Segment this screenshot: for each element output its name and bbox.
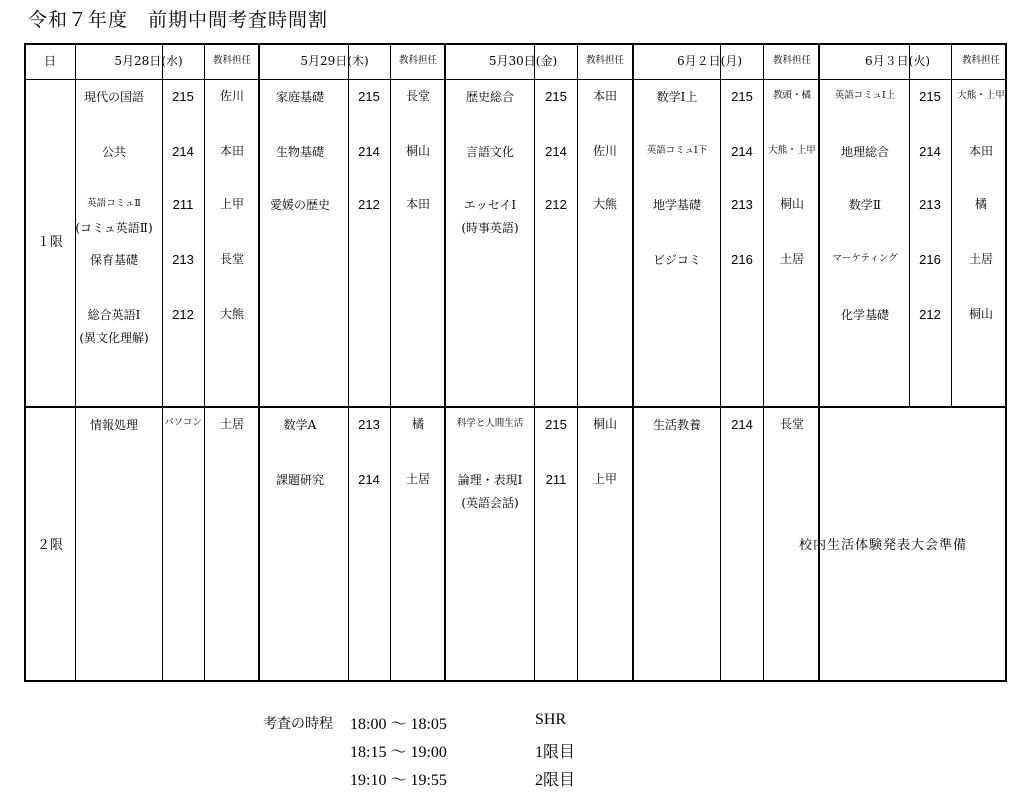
exam-room: 212 <box>919 307 941 322</box>
teacher-header: 教科担任 <box>772 55 812 66</box>
teacher-header: 教科担任 <box>398 55 438 66</box>
column-divider <box>720 45 721 680</box>
exam-room: 211 <box>545 472 567 487</box>
exam-room: 212 <box>172 307 194 322</box>
exam-subject: 歴史総合 <box>465 90 515 104</box>
exam-room: 214 <box>545 144 567 159</box>
subject-teacher: 本田 <box>968 144 994 158</box>
exam-room: 214 <box>919 144 941 159</box>
exam-room: 216 <box>919 252 941 267</box>
exam-room: 212 <box>545 197 567 212</box>
date-header: 5月29日(木) <box>300 54 369 68</box>
day-column-header: 日 <box>43 54 57 68</box>
column-divider <box>348 45 349 680</box>
column-divider <box>162 45 163 680</box>
exam-room: パソコン <box>164 417 202 428</box>
subject-teacher: 佐川 <box>592 144 618 158</box>
exam-subject: 化学基礎 <box>840 308 890 322</box>
time-range: 18:00 ～ 18:05 <box>350 716 447 733</box>
exam-subject: 数学Ⅰ上 <box>656 90 698 104</box>
exam-room: 213 <box>358 417 380 432</box>
subject-teacher: 大熊・上甲 <box>768 145 816 156</box>
teacher-header: 教科担任 <box>212 55 252 66</box>
exam-subject: 愛媛の歴史 <box>269 198 331 212</box>
time-range: 18:15 ～ 19:00 <box>350 744 447 761</box>
date-header: 5月30日(金) <box>488 54 558 68</box>
row-divider <box>26 79 1005 80</box>
subject-teacher: 大熊 <box>592 197 618 211</box>
subject-teacher: 土居 <box>405 472 431 486</box>
exam-subject: 生活教養 <box>652 418 702 432</box>
subject-teacher: 上甲 <box>592 472 618 486</box>
exam-subject: 英語コミュⅠ下 <box>646 145 708 156</box>
subject-teacher: 長堂 <box>219 252 245 266</box>
exam-subject: 公共 <box>101 145 127 159</box>
subject-teacher: 桐山 <box>592 417 618 431</box>
exam-room: 215 <box>358 89 380 104</box>
exam-room: 215 <box>172 89 194 104</box>
subject-teacher: 桐山 <box>968 307 994 321</box>
subject-note: (英語会話) <box>461 496 519 510</box>
teacher-header: 教科担任 <box>961 55 1001 66</box>
column-divider <box>818 45 820 680</box>
subject-teacher: 桐山 <box>779 197 805 211</box>
exam-subject: 情報処理 <box>89 418 139 432</box>
subject-teacher: 上甲 <box>219 197 245 211</box>
exam-subject: 英語コミュⅠ上 <box>834 90 896 101</box>
subject-teacher: 佐川 <box>219 89 245 103</box>
column-divider <box>390 45 391 680</box>
column-divider <box>763 45 764 680</box>
session-name: 1限目 <box>535 744 576 761</box>
exam-room: 215 <box>545 417 567 432</box>
exam-subject: 地学基礎 <box>652 198 702 212</box>
exam-subject: 現代の国語 <box>83 90 145 104</box>
exam-room: 214 <box>731 417 753 432</box>
subject-teacher: 橘 <box>411 417 425 431</box>
document-title: 令和７年度 前期中間考査時間割 <box>28 9 329 31</box>
exam-room: 213 <box>919 197 941 212</box>
teacher-header: 教科担任 <box>585 55 625 66</box>
exam-subject: 総合英語Ⅰ <box>87 308 141 322</box>
column-divider <box>75 45 76 680</box>
subject-teacher: 長堂 <box>405 89 431 103</box>
column-divider <box>258 45 260 680</box>
row-divider <box>26 406 1005 408</box>
exam-room: 215 <box>731 89 753 104</box>
exam-subject: 言語文化 <box>465 145 515 159</box>
subject-teacher: 教頭・橘 <box>772 90 812 101</box>
subject-teacher: 本田 <box>592 89 618 103</box>
exam-room: 214 <box>731 144 753 159</box>
subject-note: (異文化理解) <box>79 331 149 345</box>
exam-subject: 英語コミュⅡ <box>87 198 141 209</box>
subject-teacher: 土居 <box>219 417 245 431</box>
exam-subject: 家庭基礎 <box>275 90 325 104</box>
time-schedule-label: 考査の時程 <box>263 716 333 732</box>
date-header: 5月28日(水) <box>114 54 183 68</box>
merged-event-note: 校内生活体験発表大会準備 <box>798 538 968 553</box>
subject-teacher: 桐山 <box>405 144 431 158</box>
exam-subject: 地理総合 <box>840 145 890 159</box>
exam-subject: 課題研究 <box>275 473 325 487</box>
exam-subject: 数学Ⅱ <box>848 198 882 212</box>
exam-subject: エッセイⅠ <box>463 198 517 212</box>
exam-room: 214 <box>358 472 380 487</box>
session-name: SHR <box>535 711 567 728</box>
exam-room: 212 <box>358 197 380 212</box>
exam-room: 213 <box>172 252 194 267</box>
exam-subject: 数学A <box>283 418 317 432</box>
session-name: 2限目 <box>535 772 576 789</box>
date-header: 6月３日(火) <box>865 54 930 68</box>
date-header: 6月２日(月) <box>677 54 742 68</box>
subject-teacher: 本田 <box>219 144 245 158</box>
column-divider <box>444 45 446 680</box>
exam-room: 216 <box>731 252 753 267</box>
column-divider <box>632 45 634 680</box>
time-range: 19:10 ～ 19:55 <box>350 772 447 789</box>
subject-teacher: 大熊 <box>219 307 245 321</box>
column-divider <box>534 45 535 680</box>
subject-teacher: 土居 <box>779 252 805 266</box>
exam-subject: 生物基礎 <box>275 145 325 159</box>
subject-teacher: 大熊・上甲 <box>957 90 1005 101</box>
exam-subject: 科学と人間生活 <box>456 418 524 429</box>
exam-subject: ビジコミ <box>652 253 702 267</box>
subject-note: (時事英語) <box>461 221 519 235</box>
period-label: １限 <box>36 235 64 250</box>
subject-teacher: 長堂 <box>779 417 805 431</box>
period-label: ２限 <box>36 538 64 553</box>
exam-timetable <box>24 43 1007 682</box>
subject-teacher: 本田 <box>405 197 431 211</box>
exam-subject: 論理・表現Ⅰ <box>457 473 523 487</box>
subject-teacher: 土居 <box>968 252 994 266</box>
exam-room: 215 <box>545 89 567 104</box>
exam-subject: マーケティング <box>832 253 898 264</box>
exam-subject: 保育基礎 <box>89 253 139 267</box>
exam-room: 214 <box>358 144 380 159</box>
exam-room: 213 <box>731 197 753 212</box>
subject-teacher: 橘 <box>974 197 988 211</box>
exam-room: 214 <box>172 144 194 159</box>
subject-note: (コミュ英語Ⅱ) <box>75 221 153 235</box>
exam-room: 215 <box>919 89 941 104</box>
column-divider <box>204 45 205 680</box>
column-divider <box>577 45 578 680</box>
exam-room: 211 <box>172 197 194 212</box>
